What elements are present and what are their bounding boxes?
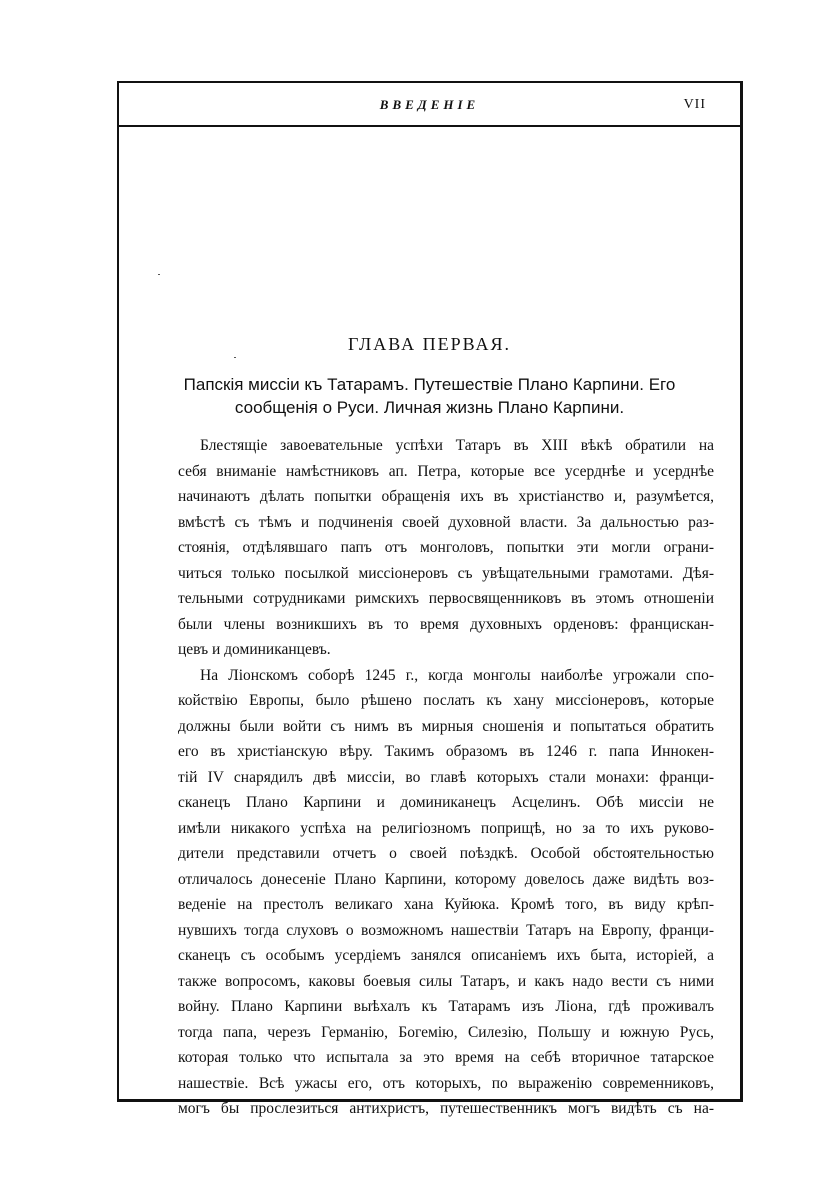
page-number: VII (683, 97, 706, 112)
text-line: сканецъ Плано Карпини и доминиканецъ Асцелинъ. Обѣ миссіи не (178, 794, 714, 811)
chapter-title: ГЛАВА ПЕРВАЯ. (347, 334, 511, 354)
paragraph-2 (178, 663, 714, 1122)
text-line: начинаютъ дѣлать попытки обращенія ихъ въ христіанство и, разумѣется, (178, 488, 714, 505)
body-text (178, 433, 714, 1122)
chapter-subtitle-line: сообщенія о Руси. Личная жизнь Плано Карпини. (234, 398, 625, 417)
text-line: тій IV снарядилъ двѣ миссіи, во главѣ которыхъ стали монахи: франци- (178, 768, 714, 786)
paragraph-1 (178, 433, 714, 663)
text-line: На Ліонскомъ соборѣ 1245 г., когда монголы наиболѣе угрожали спо- (200, 666, 714, 684)
running-title: ВВЕДЕНІЕ (379, 97, 480, 112)
text-line: сканецъ съ особымъ усердіемъ занялся описаніемъ ихъ быта, исторіей, а (178, 947, 714, 964)
text-line: койствію Европы, было рѣшено послать къ хану миссіонеровъ, которые (178, 692, 714, 709)
text-line: тогда папа, черезъ Германію, Богемію, Силезію, Польшу и южную Русь, (178, 1023, 714, 1041)
text-line: дители представили отчетъ о своей поѣздкѣ. Особой обстоятельностью (178, 845, 714, 862)
text-line: веденіе на престолъ великаго хана Куйюка. Кромѣ того, въ виду крѣп- (178, 896, 714, 913)
text-line: нашествіе. Всѣ ужасы его, отъ которыхъ, по выраженію современниковъ, (178, 1074, 714, 1092)
running-head (119, 97, 740, 119)
text-line: цевъ и доминиканцевъ. (178, 641, 331, 658)
text-line: нувшихъ тогда слуховъ о возможномъ нашествіи Татаръ на Европу, франци- (178, 921, 714, 939)
text-line: имѣли никакого успѣха на религіозномъ поприщѣ, но за то ихъ руково- (178, 819, 714, 837)
text-line: должны были войти съ нимъ въ мирныя сношенія и попытаться обратить (178, 717, 714, 735)
text-line: читься только посылкой миссіонеровъ съ увѣщательными грамотами. Дѣя- (178, 564, 714, 582)
text-line: войну. Плано Карпини выѣхалъ къ Татарамъ изъ Ліона, гдѣ проживалъ (178, 998, 714, 1015)
text-line: себя вниманіе намѣстниковъ ап. Петра, которые все усерднѣе и усерднѣе (178, 462, 714, 480)
text-line: стоянія, отдѣлявшаго папъ отъ монголовъ, попытки эти могли ограни- (178, 539, 714, 556)
text-line: которая только что испытала за это время на себѣ вторичное татарское (178, 1049, 714, 1066)
text-line: вмѣстѣ съ тѣмъ и подчиненія своей духовной власти. За дальностью раз- (178, 513, 714, 531)
chapter-subtitle-line: Папскія миссіи къ Татарамъ. Путешествіе Плано Карпини. Его (183, 375, 676, 394)
print-speck (234, 357, 236, 358)
header-rule (119, 125, 740, 127)
text-line: были члены возникшихъ въ то время духовныхъ орденовъ: францискан- (178, 615, 714, 633)
text-line: отличалось донесеніе Плано Карпини, которому довелось даже видѣть воз- (178, 870, 714, 888)
print-speck (158, 274, 160, 275)
text-line: могъ бы прослезиться антихристъ, путешественникъ могъ видѣть съ на- (178, 1100, 714, 1117)
text-line: его въ христіанскую вѣру. Такимъ образомъ въ 1246 г. папа Иннокен- (178, 743, 714, 760)
text-line: также вопросомъ, каковы боевыя силы Татаръ, и какъ надо вести съ ними (178, 972, 714, 990)
text-line: Блестящіе завоевательные успѣхи Татаръ въ XIII вѣкѣ обратили на (200, 437, 714, 454)
chapter-subtitle (159, 373, 700, 419)
text-line: тельными сотрудниками римскихъ первосвященниковъ въ этомъ отношеніи (178, 590, 714, 607)
page-frame (117, 81, 743, 1117)
